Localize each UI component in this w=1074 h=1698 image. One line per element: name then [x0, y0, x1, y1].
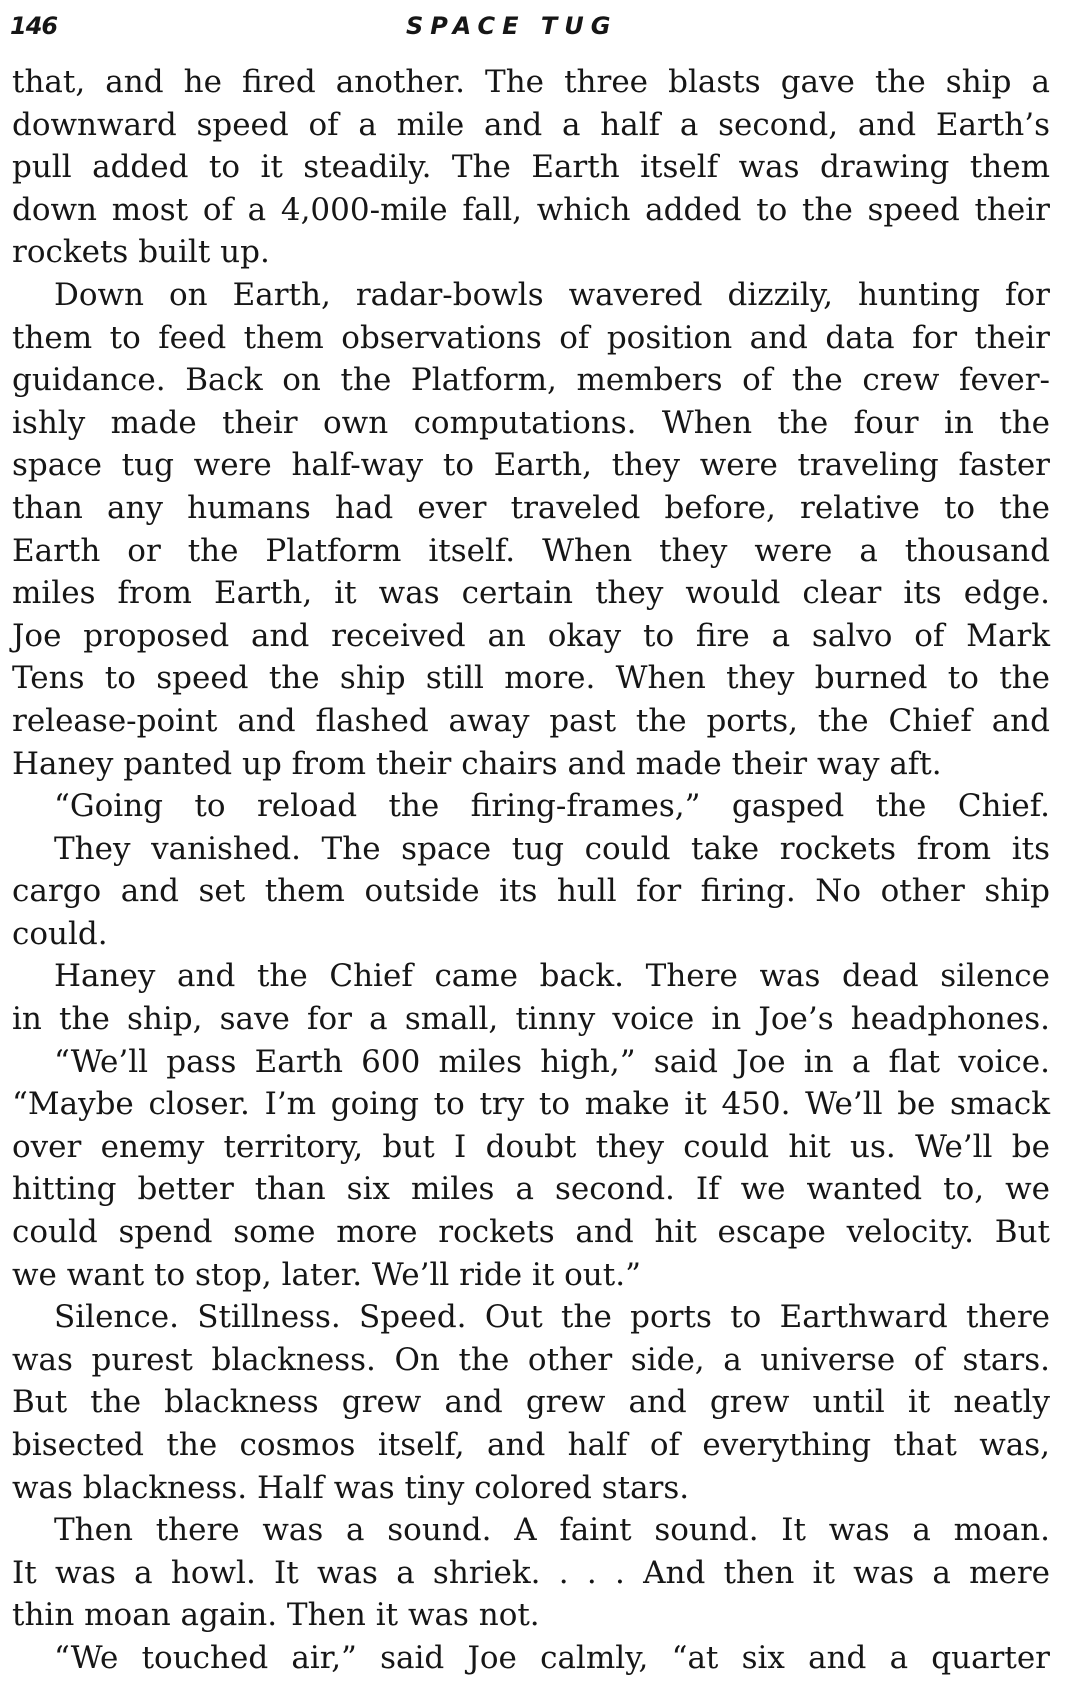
text-line: Then there was a sound. A faint sound. It was a moan.: [54, 1512, 1050, 1549]
text-line: them to feed them observations of position and data for their: [12, 319, 1050, 356]
text-line: “Going to reload the firing-frames,” gasped the Chief.: [54, 788, 1050, 825]
text-line: down most of a 4,000-mile fall, which added to the speed their: [12, 191, 1050, 228]
text-line: than any humans had ever traveled before, relative to the: [12, 489, 1050, 526]
text-line: could.: [12, 915, 108, 952]
text-line: rockets built up.: [12, 234, 270, 271]
page-header: [8, 8, 1058, 42]
text-line: miles from Earth, it was certain they would clear its edge.: [12, 575, 1050, 612]
page-number: 146: [10, 12, 58, 40]
text-line: over enemy territory, but I doubt they could hit us. We’ll be: [12, 1128, 1050, 1165]
text-line: guidance. Back on the Platform, members of the crew fever-: [12, 362, 1050, 399]
text-line: ishly made their own computations. When the four in the: [12, 404, 1050, 441]
text-line: space tug were half-way to Earth, they were traveling faster: [12, 447, 1050, 484]
text-line: “Maybe closer. I’m going to try to make it 450. We’ll be smack: [12, 1086, 1050, 1123]
text-line: Tens to speed the ship still more. When they burned to the: [12, 660, 1050, 697]
text-line: was blackness. Half was tiny colored stars.: [12, 1469, 690, 1506]
text-line: could spend some more rockets and hit escape velocity. But: [12, 1214, 1050, 1251]
text-line: hitting better than six miles a second. If we wanted to, we: [12, 1171, 1050, 1208]
text-line: Haney panted up from their chairs and made their way aft.: [12, 745, 942, 782]
text-line: cargo and set them outside its hull for firing. No other ship: [12, 873, 1050, 910]
text-line: Joe proposed and received an okay to fire a salvo of Mark: [12, 617, 1050, 654]
text-line: Silence. Stillness. Speed. Out the ports to Earthward there: [54, 1299, 1050, 1336]
text-line: bisected the cosmos itself, and half of everything that was,: [12, 1427, 1050, 1463]
text-line: Down on Earth, radar-bowls wavered dizzily, hunting for: [54, 276, 1050, 313]
text-line: in the ship, save for a small, tinny voice in Joe’s headphones.: [12, 1001, 1050, 1038]
text-line: “We’ll pass Earth 600 miles high,” said Joe in a flat voice.: [54, 1043, 1050, 1080]
text-line: we want to stop, later. We’ll ride it out.”: [12, 1256, 641, 1293]
text-line: pull added to it steadily. The Earth itself was drawing them: [12, 149, 1050, 186]
text-line: was purest blackness. On the other side, a universe of stars.: [12, 1341, 1050, 1378]
text-line: Earth or the Platform itself. When they were a thousand: [12, 532, 1050, 569]
text-line: “We touched air,” said Joe calmly, “at six and a quarter: [54, 1639, 1050, 1676]
text-line: But the blackness grew and grew and grew until it neatly: [12, 1384, 1050, 1421]
text-line: release-point and flashed away past the ports, the Chief and: [12, 702, 1050, 739]
running-head: SPACE TUG: [406, 12, 618, 40]
text-line: downward speed of a mile and a half a second, and Earth’s: [12, 106, 1050, 143]
book-page: [8, 0, 1058, 1698]
text-line: They vanished. The space tug could take rockets from its: [54, 830, 1050, 867]
body-text: [12, 61, 1050, 1680]
text-line: thin moan again. Then it was not.: [12, 1597, 540, 1634]
text-line: It was a howl. It was a shriek. . . . And then it was a mere: [12, 1554, 1050, 1591]
text-line: Haney and the Chief came back. There was dead silence: [54, 958, 1050, 995]
text-line: that, and he fired another. The three blasts gave the ship a: [12, 64, 1050, 100]
